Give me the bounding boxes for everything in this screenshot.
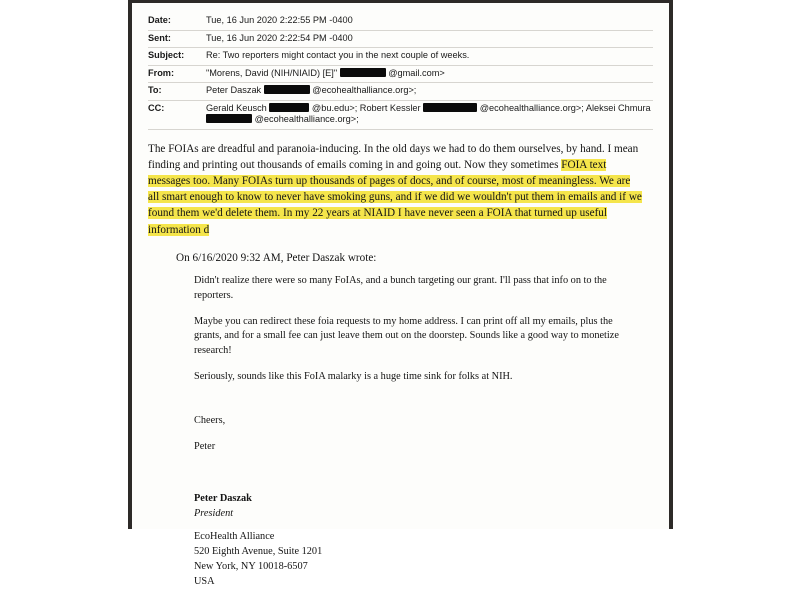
header-label-sent: Sent: bbox=[148, 30, 206, 46]
header-label-cc: CC: bbox=[148, 100, 206, 128]
header-label-subject: Subject: bbox=[148, 48, 206, 64]
main-paragraph bbox=[148, 141, 653, 238]
redaction-bar bbox=[264, 85, 310, 94]
cc-mid: @bu.edu>; Robert Kessler bbox=[312, 103, 421, 113]
signature-name: Peter Daszak bbox=[194, 492, 653, 507]
signature-block bbox=[194, 492, 653, 590]
signature-street: 520 Eighth Avenue, Suite 1201 bbox=[194, 545, 653, 560]
highlighted-text-5: information d bbox=[148, 224, 209, 236]
cc-line2: @ecohealthalliance.org>; bbox=[255, 114, 359, 124]
from-domain: @gmail.com> bbox=[388, 68, 445, 78]
main-paragraph-plain: The FOIAs are dreadful and paranoia-inducing. In the old days we had to do them ourselves, by hand. I mean finding and printing out thousands of emails coming in and going out. Now they sometimes bbox=[148, 143, 638, 171]
header-row-cc bbox=[148, 100, 653, 128]
redaction-bar bbox=[269, 103, 309, 112]
signoff-name: Peter bbox=[194, 439, 653, 455]
signoff bbox=[194, 413, 653, 455]
header-row-subject bbox=[148, 48, 653, 64]
to-domain: @ecohealthalliance.org>; bbox=[312, 85, 416, 95]
header-divider bbox=[148, 128, 653, 130]
quoted-paragraph: Didn't realize there were so many FoIAs, and a bunch targeting our grant. I'll pass that info on to the reporters. bbox=[194, 274, 631, 303]
header-row-from bbox=[148, 65, 653, 81]
scanned-page-frame bbox=[128, 0, 673, 529]
highlighted-text-2: messages too. Many FOIAs turn up thousands of pages of docs, and of course, most of meaningless. We are bbox=[148, 175, 630, 187]
email-document bbox=[132, 3, 669, 529]
redaction-bar bbox=[340, 68, 386, 77]
header-label-date: Date: bbox=[148, 13, 206, 29]
quoted-paragraph: Seriously, sounds like this FoIA malarky is a huge time sink for folks at NIH. bbox=[194, 370, 631, 384]
highlighted-text-3: all smart enough to know to never have smoking guns, and if we did we wouldn't put them in emails and if we bbox=[148, 191, 642, 203]
redaction-bar bbox=[423, 103, 477, 112]
highlighted-text-4: found them we'd delete them. In my 22 years at NIAID I have never seen a FOIA that turned up useful bbox=[148, 207, 607, 219]
redaction-bar bbox=[206, 114, 252, 123]
to-name: Peter Daszak bbox=[206, 85, 261, 95]
cc-post: @ecohealthalliance.org>; Aleksei Chmura bbox=[480, 103, 651, 113]
header-value-cc bbox=[206, 100, 653, 128]
highlighted-text-1: FOIA text bbox=[561, 159, 606, 171]
header-row-date bbox=[148, 13, 653, 29]
email-body bbox=[148, 141, 653, 590]
header-value-subject: Re: Two reporters might contact you in the next couple of weeks. bbox=[206, 48, 653, 64]
header-value-date: Tue, 16 Jun 2020 2:22:55 PM -0400 bbox=[206, 13, 653, 29]
from-name: "Morens, David (NIH/NIAID) [E]" bbox=[206, 68, 337, 78]
header-value-to bbox=[206, 83, 653, 99]
quoted-paragraph: Maybe you can redirect these foia requests to my home address. I can print off all my emails, plus the grants, and for a small fee can just leave them out on the doorstep. Sounds like a good way to monetize research! bbox=[194, 315, 631, 358]
header-label-from: From: bbox=[148, 65, 206, 81]
header-value-from bbox=[206, 65, 653, 81]
header-label-to: To: bbox=[148, 83, 206, 99]
signature-country: USA bbox=[194, 575, 653, 590]
cc-name-1: Gerald Keusch bbox=[206, 103, 267, 113]
signature-city: New York, NY 10018-6507 bbox=[194, 560, 653, 575]
signoff-greeting: Cheers, bbox=[194, 413, 653, 429]
header-row-to bbox=[148, 83, 653, 99]
header-row-sent bbox=[148, 30, 653, 46]
quoted-message bbox=[194, 274, 631, 384]
reply-attribution-line: On 6/16/2020 9:32 AM, Peter Daszak wrote: bbox=[176, 250, 653, 266]
signature-title: President bbox=[194, 507, 653, 522]
email-header-table bbox=[148, 13, 653, 130]
header-value-sent: Tue, 16 Jun 2020 2:22:54 PM -0400 bbox=[206, 30, 653, 46]
signature-org: EcoHealth Alliance bbox=[194, 530, 653, 545]
